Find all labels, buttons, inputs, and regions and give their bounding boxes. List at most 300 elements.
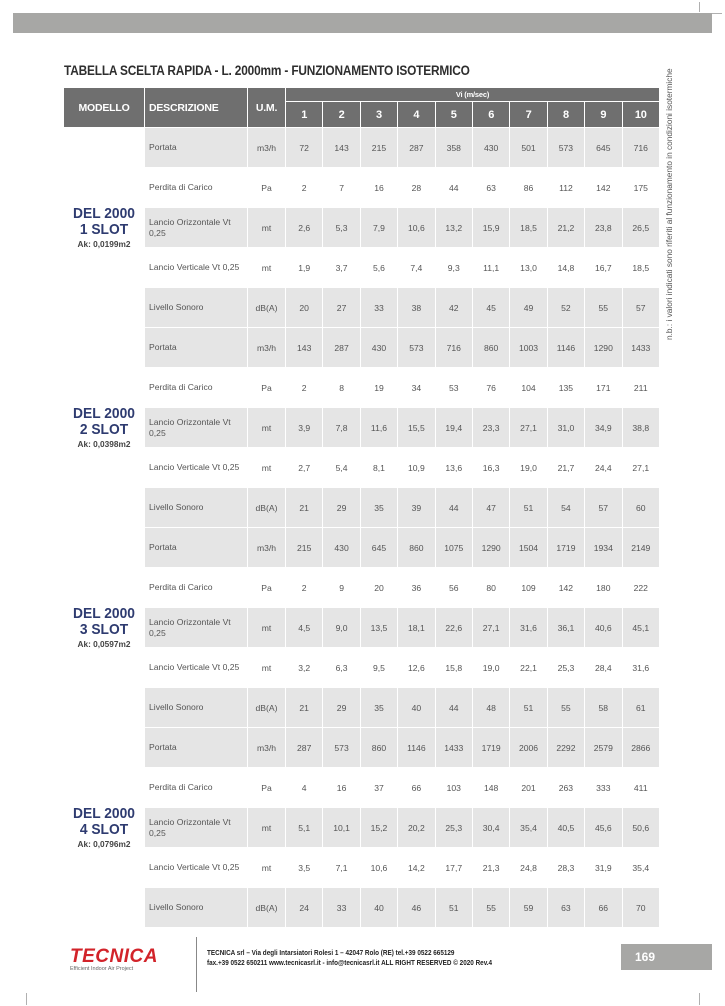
side-note [662, 68, 682, 340]
value-cell: 180 [585, 568, 622, 608]
value-cell: 175 [623, 168, 660, 208]
value-cell: 22,6 [436, 608, 473, 648]
value-cell: 10,6 [361, 848, 398, 888]
value-cell: 16 [323, 768, 360, 808]
value-cell: 40,5 [548, 808, 585, 848]
row-description: Portata [145, 328, 248, 368]
row-unit: m3/h [248, 728, 286, 768]
header-vi-col: 9 [585, 102, 622, 128]
value-cell: 31,0 [548, 408, 585, 448]
value-cell: 215 [286, 528, 323, 568]
row-unit: m3/h [248, 328, 286, 368]
value-cell: 19,0 [510, 448, 547, 488]
header-vi-col: 10 [623, 102, 660, 128]
row-unit: dB(A) [248, 888, 286, 928]
row-description: Lancio Verticale Vt 0,25 [145, 248, 248, 288]
crop-mark [712, 13, 722, 14]
value-cell: 3,2 [286, 648, 323, 688]
value-cell: 1290 [585, 328, 622, 368]
top-bar [13, 13, 712, 33]
value-cell: 2292 [548, 728, 585, 768]
value-cell: 7,9 [361, 208, 398, 248]
row-description: Portata [145, 728, 248, 768]
value-cell: 3,7 [323, 248, 360, 288]
value-cell: 501 [510, 128, 547, 168]
row-unit: Pa [248, 168, 286, 208]
value-cell: 5,3 [323, 208, 360, 248]
value-cell: 12,6 [398, 648, 435, 688]
model-name-line1: DEL 2000 [73, 405, 135, 422]
header-vi-col: 1 [286, 102, 323, 128]
row-description: Lancio Orizzontale Vt 0,25 [145, 208, 248, 248]
value-cell: 27,1 [510, 408, 547, 448]
value-cell: 39 [398, 488, 435, 528]
value-cell: 1146 [548, 328, 585, 368]
value-cell: 3,5 [286, 848, 323, 888]
value-cell: 112 [548, 168, 585, 208]
value-cell: 15,8 [436, 648, 473, 688]
value-cell: 14,2 [398, 848, 435, 888]
row-unit: Pa [248, 368, 286, 408]
table-row [64, 248, 660, 288]
table-header [64, 88, 660, 128]
footer-divider [196, 937, 197, 992]
value-cell: 430 [323, 528, 360, 568]
selection-table [64, 88, 660, 928]
logo-wordmark: TECNICA [70, 946, 158, 967]
value-cell: 34,9 [585, 408, 622, 448]
value-cell: 35 [361, 688, 398, 728]
table-row [64, 728, 660, 768]
value-cell: 55 [473, 888, 510, 928]
value-cell: 57 [585, 488, 622, 528]
value-cell: 7 [323, 168, 360, 208]
value-cell: 13,5 [361, 608, 398, 648]
page-number-box [621, 944, 712, 970]
header-vi-col: 5 [436, 102, 473, 128]
value-cell: 573 [398, 328, 435, 368]
table-row [64, 568, 660, 608]
value-cell: 58 [585, 688, 622, 728]
value-cell: 25,3 [436, 808, 473, 848]
value-cell: 222 [623, 568, 660, 608]
value-cell: 143 [323, 128, 360, 168]
table-row [64, 768, 660, 808]
row-description: Lancio Orizzontale Vt 0,25 [145, 408, 248, 448]
value-cell: 860 [361, 728, 398, 768]
row-description: Perdita di Carico [145, 368, 248, 408]
value-cell: 27,1 [473, 608, 510, 648]
value-cell: 51 [510, 488, 547, 528]
crop-mark [699, 2, 700, 12]
value-cell: 10,1 [323, 808, 360, 848]
value-cell: 59 [510, 888, 547, 928]
value-cell: 72 [286, 128, 323, 168]
value-cell: 60 [623, 488, 660, 528]
value-cell: 51 [436, 888, 473, 928]
model-ak: Ak: 0,0597m2 [77, 639, 131, 649]
table-row [64, 328, 660, 368]
value-cell: 287 [398, 128, 435, 168]
model-cell [64, 528, 145, 728]
value-cell: 11,1 [473, 248, 510, 288]
value-cell: 70 [623, 888, 660, 928]
model-ak: Ak: 0,0398m2 [77, 439, 131, 449]
header-vi: Vi (m/sec) [286, 88, 660, 102]
header-descrizione: DESCRIZIONE [145, 88, 248, 128]
value-cell: 37 [361, 768, 398, 808]
value-cell: 716 [623, 128, 660, 168]
value-cell: 50,6 [623, 808, 660, 848]
value-cell: 211 [623, 368, 660, 408]
value-cell: 45 [473, 288, 510, 328]
value-cell: 16,7 [585, 248, 622, 288]
value-cell: 1934 [585, 528, 622, 568]
header-vi-col: 4 [398, 102, 435, 128]
value-cell: 1433 [436, 728, 473, 768]
value-cell: 49 [510, 288, 547, 328]
value-cell: 21,7 [548, 448, 585, 488]
value-cell: 35,4 [623, 848, 660, 888]
model-cell [64, 728, 145, 928]
value-cell: 36,1 [548, 608, 585, 648]
model-name-line1: DEL 2000 [73, 605, 135, 622]
table-row [64, 448, 660, 488]
value-cell: 4 [286, 768, 323, 808]
value-cell: 171 [585, 368, 622, 408]
value-cell: 34 [398, 368, 435, 408]
value-cell: 29 [323, 688, 360, 728]
header-modello: MODELLO [64, 88, 145, 128]
value-cell: 44 [436, 688, 473, 728]
value-cell: 645 [585, 128, 622, 168]
page-number: 169 [635, 950, 656, 964]
value-cell: 411 [623, 768, 660, 808]
row-unit: mt [248, 248, 286, 288]
model-cell [64, 328, 145, 528]
value-cell: 23,8 [585, 208, 622, 248]
value-cell: 45,1 [623, 608, 660, 648]
value-cell: 13,6 [436, 448, 473, 488]
value-cell: 7,8 [323, 408, 360, 448]
value-cell: 573 [548, 128, 585, 168]
value-cell: 35,4 [510, 808, 547, 848]
table-row [64, 488, 660, 528]
value-cell: 21 [286, 688, 323, 728]
value-cell: 42 [436, 288, 473, 328]
value-cell: 45,6 [585, 808, 622, 848]
row-unit: m3/h [248, 528, 286, 568]
value-cell: 30,4 [473, 808, 510, 848]
value-cell: 109 [510, 568, 547, 608]
table-row [64, 168, 660, 208]
value-cell: 1146 [398, 728, 435, 768]
value-cell: 40 [398, 688, 435, 728]
value-cell: 46 [398, 888, 435, 928]
value-cell: 47 [473, 488, 510, 528]
table-row [64, 528, 660, 568]
value-cell: 21,3 [473, 848, 510, 888]
table-row [64, 808, 660, 848]
value-cell: 9,5 [361, 648, 398, 688]
value-cell: 860 [473, 328, 510, 368]
table-row [64, 848, 660, 888]
value-cell: 48 [473, 688, 510, 728]
value-cell: 2149 [623, 528, 660, 568]
value-cell: 20 [286, 288, 323, 328]
value-cell: 1075 [436, 528, 473, 568]
value-cell: 7,1 [323, 848, 360, 888]
value-cell: 573 [323, 728, 360, 768]
value-cell: 55 [548, 688, 585, 728]
value-cell: 2 [286, 568, 323, 608]
value-cell: 18,5 [510, 208, 547, 248]
model-ak: Ak: 0,0199m2 [77, 239, 131, 249]
value-cell: 20 [361, 568, 398, 608]
header-vi-col: 7 [510, 102, 547, 128]
row-unit: m3/h [248, 128, 286, 168]
value-cell: 2006 [510, 728, 547, 768]
page-title: TABELLA SCELTA RAPIDA - L. 2000mm - FUNZIONAMENTO ISOTERMICO [64, 63, 470, 78]
value-cell: 10,9 [398, 448, 435, 488]
header-vi-col: 3 [361, 102, 398, 128]
value-cell: 8 [323, 368, 360, 408]
value-cell: 104 [510, 368, 547, 408]
value-cell: 716 [436, 328, 473, 368]
value-cell: 4,5 [286, 608, 323, 648]
value-cell: 148 [473, 768, 510, 808]
value-cell: 28 [398, 168, 435, 208]
row-unit: mt [248, 208, 286, 248]
model-cell [64, 128, 145, 328]
value-cell: 2866 [623, 728, 660, 768]
row-description: Lancio Verticale Vt 0,25 [145, 848, 248, 888]
value-cell: 5,6 [361, 248, 398, 288]
header-vi-col: 6 [473, 102, 510, 128]
value-cell: 38 [398, 288, 435, 328]
value-cell: 66 [398, 768, 435, 808]
value-cell: 21,2 [548, 208, 585, 248]
value-cell: 860 [398, 528, 435, 568]
value-cell: 5,4 [323, 448, 360, 488]
value-cell: 143 [286, 328, 323, 368]
value-cell: 103 [436, 768, 473, 808]
value-cell: 16 [361, 168, 398, 208]
row-unit: dB(A) [248, 488, 286, 528]
value-cell: 25,3 [548, 648, 585, 688]
row-unit: mt [248, 448, 286, 488]
value-cell: 13,0 [510, 248, 547, 288]
value-cell: 1504 [510, 528, 547, 568]
value-cell: 2579 [585, 728, 622, 768]
model-name-line1: DEL 2000 [73, 805, 135, 822]
value-cell: 430 [473, 128, 510, 168]
value-cell: 40,6 [585, 608, 622, 648]
value-cell: 135 [548, 368, 585, 408]
table-body [64, 128, 660, 928]
row-description: Portata [145, 128, 248, 168]
footer-line-2: fax.+39 0522 650211 www.tecnicasrl.it - info@tecnicasrl.it ALL RIGHT RESERVED © 2020 Rev.4 [207, 957, 493, 967]
value-cell: 287 [286, 728, 323, 768]
table-row [64, 648, 660, 688]
value-cell: 16,3 [473, 448, 510, 488]
value-cell: 10,6 [398, 208, 435, 248]
table-row [64, 888, 660, 928]
value-cell: 31,6 [510, 608, 547, 648]
value-cell: 66 [585, 888, 622, 928]
value-cell: 15,9 [473, 208, 510, 248]
value-cell: 18,1 [398, 608, 435, 648]
table-row [64, 128, 660, 168]
value-cell: 11,6 [361, 408, 398, 448]
footer-address [207, 948, 492, 967]
table-row [64, 288, 660, 328]
row-unit: mt [248, 608, 286, 648]
value-cell: 215 [361, 128, 398, 168]
value-cell: 52 [548, 288, 585, 328]
value-cell: 1719 [548, 528, 585, 568]
table-row [64, 368, 660, 408]
model-name-line2: 3 SLOT [79, 621, 129, 638]
value-cell: 645 [361, 528, 398, 568]
row-description: Livello Sonoro [145, 488, 248, 528]
row-description: Lancio Verticale Vt 0,25 [145, 448, 248, 488]
model-ak: Ak: 0,0796m2 [77, 839, 131, 849]
value-cell: 40 [361, 888, 398, 928]
value-cell: 2 [286, 168, 323, 208]
value-cell: 53 [436, 368, 473, 408]
value-cell: 14,8 [548, 248, 585, 288]
value-cell: 7,4 [398, 248, 435, 288]
row-description: Perdita di Carico [145, 168, 248, 208]
value-cell: 9 [323, 568, 360, 608]
value-cell: 28,3 [548, 848, 585, 888]
value-cell: 13,2 [436, 208, 473, 248]
row-description: Lancio Orizzontale Vt 0,25 [145, 808, 248, 848]
row-description: Portata [145, 528, 248, 568]
value-cell: 3,9 [286, 408, 323, 448]
value-cell: 201 [510, 768, 547, 808]
row-description: Livello Sonoro [145, 288, 248, 328]
value-cell: 56 [436, 568, 473, 608]
value-cell: 27 [323, 288, 360, 328]
value-cell: 35 [361, 488, 398, 528]
logo-tagline: Efficient Indoor Air Project [70, 966, 134, 972]
value-cell: 2,7 [286, 448, 323, 488]
value-cell: 333 [585, 768, 622, 808]
model-name-line2: 2 SLOT [79, 421, 129, 438]
value-cell: 29 [323, 488, 360, 528]
value-cell: 15,5 [398, 408, 435, 448]
value-cell: 27,1 [623, 448, 660, 488]
table-row [64, 408, 660, 448]
value-cell: 6,3 [323, 648, 360, 688]
value-cell: 21 [286, 488, 323, 528]
header-vi-col: 8 [548, 102, 585, 128]
row-unit: Pa [248, 768, 286, 808]
value-cell: 33 [361, 288, 398, 328]
value-cell: 24 [286, 888, 323, 928]
row-description: Perdita di Carico [145, 568, 248, 608]
value-cell: 8,1 [361, 448, 398, 488]
value-cell: 20,2 [398, 808, 435, 848]
value-cell: 86 [510, 168, 547, 208]
row-unit: mt [248, 408, 286, 448]
value-cell: 55 [585, 288, 622, 328]
model-name-line2: 1 SLOT [79, 221, 129, 238]
value-cell: 263 [548, 768, 585, 808]
value-cell: 5,1 [286, 808, 323, 848]
value-cell: 38,8 [623, 408, 660, 448]
model-name-line2: 4 SLOT [79, 821, 129, 838]
value-cell: 44 [436, 168, 473, 208]
value-cell: 33 [323, 888, 360, 928]
value-cell: 61 [623, 688, 660, 728]
crop-mark [26, 993, 27, 1005]
value-cell: 28,4 [585, 648, 622, 688]
value-cell: 9,3 [436, 248, 473, 288]
row-unit: dB(A) [248, 688, 286, 728]
table-row [64, 608, 660, 648]
value-cell: 24,8 [510, 848, 547, 888]
value-cell: 9,0 [323, 608, 360, 648]
value-cell: 31,9 [585, 848, 622, 888]
value-cell: 54 [548, 488, 585, 528]
model-name-line1: DEL 2000 [73, 205, 135, 222]
value-cell: 2,6 [286, 208, 323, 248]
table-row [64, 208, 660, 248]
value-cell: 287 [323, 328, 360, 368]
value-cell: 1,9 [286, 248, 323, 288]
row-unit: Pa [248, 568, 286, 608]
row-unit: mt [248, 848, 286, 888]
row-description: Livello Sonoro [145, 888, 248, 928]
value-cell: 80 [473, 568, 510, 608]
crop-mark [699, 993, 700, 1005]
value-cell: 2 [286, 368, 323, 408]
value-cell: 19,4 [436, 408, 473, 448]
row-unit: mt [248, 808, 286, 848]
row-description: Lancio Orizzontale Vt 0,25 [145, 608, 248, 648]
value-cell: 142 [548, 568, 585, 608]
value-cell: 31,6 [623, 648, 660, 688]
value-cell: 1003 [510, 328, 547, 368]
value-cell: 142 [585, 168, 622, 208]
value-cell: 17,7 [436, 848, 473, 888]
value-cell: 63 [473, 168, 510, 208]
value-cell: 63 [548, 888, 585, 928]
value-cell: 15,2 [361, 808, 398, 848]
header-um: U.M. [248, 88, 286, 128]
value-cell: 22,1 [510, 648, 547, 688]
table-row [64, 688, 660, 728]
value-cell: 1433 [623, 328, 660, 368]
row-unit: mt [248, 648, 286, 688]
value-cell: 24,4 [585, 448, 622, 488]
value-cell: 18,5 [623, 248, 660, 288]
tecnica-logo [70, 946, 180, 976]
value-cell: 358 [436, 128, 473, 168]
value-cell: 1290 [473, 528, 510, 568]
value-cell: 44 [436, 488, 473, 528]
header-vi-col: 2 [323, 102, 360, 128]
value-cell: 57 [623, 288, 660, 328]
value-cell: 19 [361, 368, 398, 408]
value-cell: 1719 [473, 728, 510, 768]
row-unit: dB(A) [248, 288, 286, 328]
row-description: Perdita di Carico [145, 768, 248, 808]
value-cell: 23,3 [473, 408, 510, 448]
